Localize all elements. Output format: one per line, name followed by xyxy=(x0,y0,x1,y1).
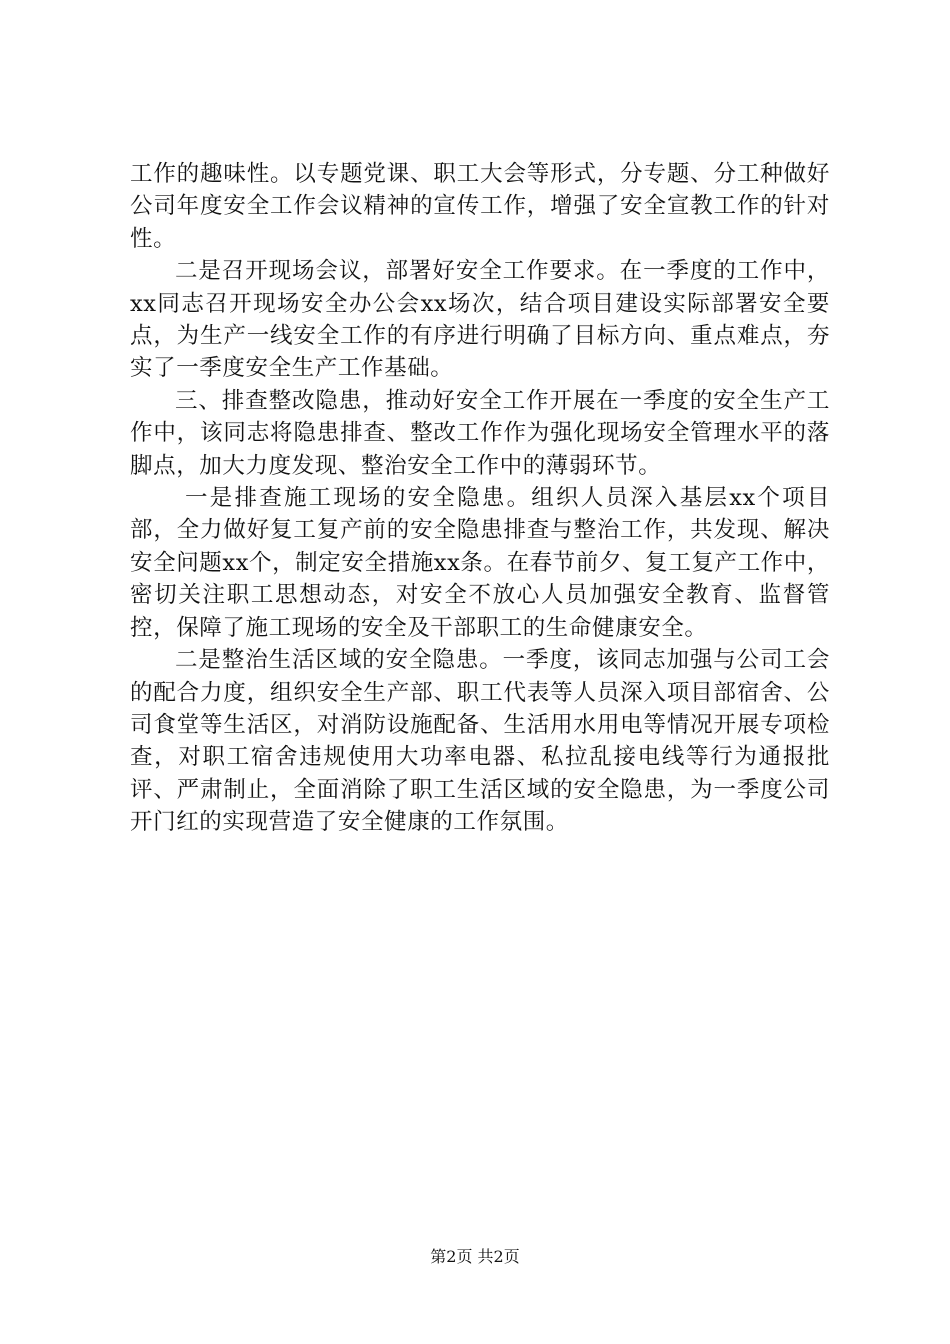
page-number-indicator: 第2页 共2页 xyxy=(430,1247,520,1266)
paragraph-living-area-hazards: 二是整治生活区域的安全隐患。一季度，该同志加强与公司工会的配合力度，组织安全生产部、职工代表等人员深入项目部宿舍、公司食堂等生活区，对消防设施配备、生活用水用电等情况开展专项检查，对职工宿舍违规使用大功率电器、私拉乱接电线等行为通报批评、严肃制止，全面消除了职工生活区域的安全隐患，为一季度公司开门红的实现营造了安全健康的工作氛围。 xyxy=(130,647,830,836)
page-footer xyxy=(0,1247,950,1267)
document-body xyxy=(130,158,830,839)
paragraph-hazard-rectification: 三、排查整改隐患，推动好安全工作开展在一季度的安全生产工作中，该同志将隐患排查、整改工作作为强化现场安全管理水平的落脚点，加大力度发现、整治安全工作中的薄弱环节。 xyxy=(130,387,830,479)
paragraph-construction-site-hazards: 一是排查施工现场的安全隐患。组织人员深入基层xx个项目部，全力做好复工复产前的安全隐患排查与整治工作，共发现、解决安全问题xx个，制定安全措施xx条。在春节前夕、复工复产工作中，密切关注职工思想动态，对安全不放心人员加强安全教育、监督管控，保障了施工现场的安全及干部职工的生命健康安全。 xyxy=(130,485,830,641)
paragraph-site-meetings: 二是召开现场会议，部署好安全工作要求。在一季度的工作中，xx同志召开现场安全办公会xx场次，结合项目建设实际部署安全要点，为生产一线安全工作的有序进行明确了目标方向、重点难点，夯实了一季度安全生产工作基础。 xyxy=(130,258,830,382)
paragraph-continuation: 工作的趣味性。以专题党课、职工大会等形式，分专题、分工种做好公司年度安全工作会议精神的宣传工作，增强了安全宣教工作的针对性。 xyxy=(130,161,830,252)
